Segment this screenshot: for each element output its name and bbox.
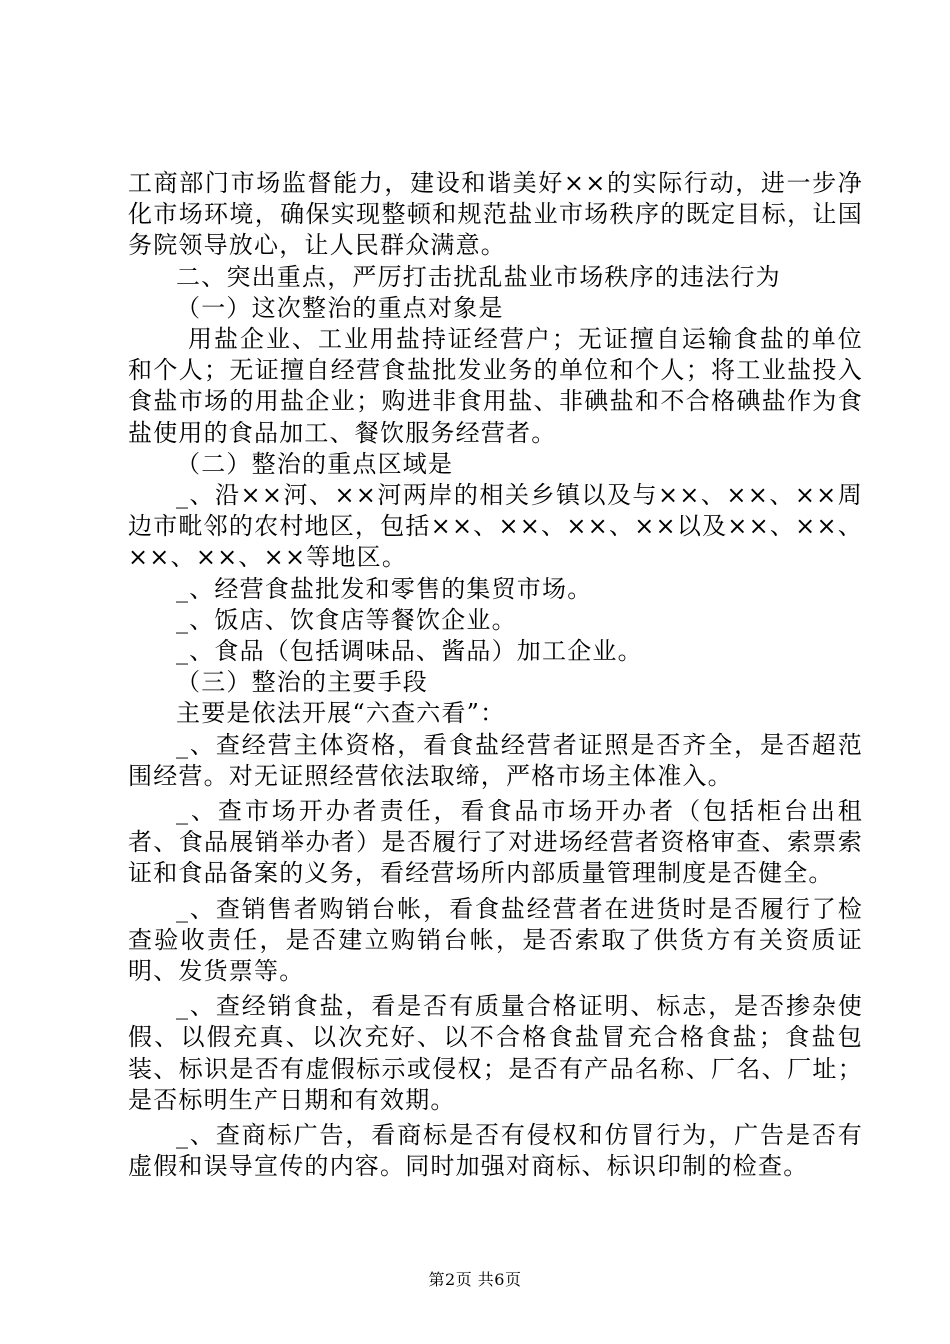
subsection-heading: （三）整治的主要手段 [176,668,428,697]
list-item: _、查销售者购销台帐，看食盐经营者在进货时是否履行了检查验收责任，是否建立购销台帐，是否索取了供货方有关资质证明、发货票等。 [128,894,863,986]
list-item: _、沿××河、××河两岸的相关乡镇以及与××、××、××周边市毗邻的农村地区，包括××、××、××、××以及××、××、××、××、××等地区。 [128,481,863,572]
list-item: _、查商标广告，看商标是否有侵权和仿冒行为，广告是否有虚假和误导宣传的内容。同时加强对商标、标识印制的检查。 [128,1121,863,1181]
paragraph: 用盐企业、工业用盐持证经营户；无证擅自运输食盐的单位和个人；无证擅自经营食盐批发业务的单位和个人；将工业盐投入食盐市场的用盐企业；购进非食用盐、非碘盐和不合格碘盐作为食盐使用的食品加工、餐饮服务经营者。 [128,325,863,447]
document-body [128,168,863,1183]
subsection-heading: （二）整治的重点区域是 [176,449,454,478]
list-item: _、经营食盐批发和零售的集贸市场。 [176,574,593,603]
paragraph: 主要是依法开展“六查六看”： [176,699,506,728]
list-item: _、食品（包括调味品、酱品）加工企业。 [176,637,643,666]
list-item: _、查市场开办者责任，看食品市场开办者（包括柜台出租者、食品展销举办者）是否履行了对进场经营者资格审查、索票索证和食品备案的义务，看经营场所内部质量管理制度是否健全。 [128,797,863,888]
list-item: _、查经销食盐，看是否有质量合格证明、标志，是否掺杂使假、以假充真、以次充好、以不合格食盐冒充合格食盐；食盐包装、标识是否有虚假标示或侵权；是否有产品名称、厂名、厂址；是否标明生产日期和有效期。 [128,992,863,1114]
list-item: _、查经营主体资格，看食盐经营者证照是否齐全，是否超范围经营。对无证照经营依法取缔，严格市场主体准入。 [128,730,863,790]
subsection-heading: （一）这次整治的重点对象是 [176,293,504,322]
list-item: _、饭店、饮食店等餐饮企业。 [176,605,517,634]
paragraph: 工商部门市场监督能力，建设和谐美好××的实际行动，进一步净化市场环境，确保实现整顿和规范盐业市场秩序的既定目标，让国务院领导放心，让人民群众满意。 [128,169,863,260]
section-heading: 二、突出重点，严厉打击扰乱盐业市场秩序的违法行为 [176,262,781,291]
page-footer: 第2页 共6页 [428,1270,522,1289]
